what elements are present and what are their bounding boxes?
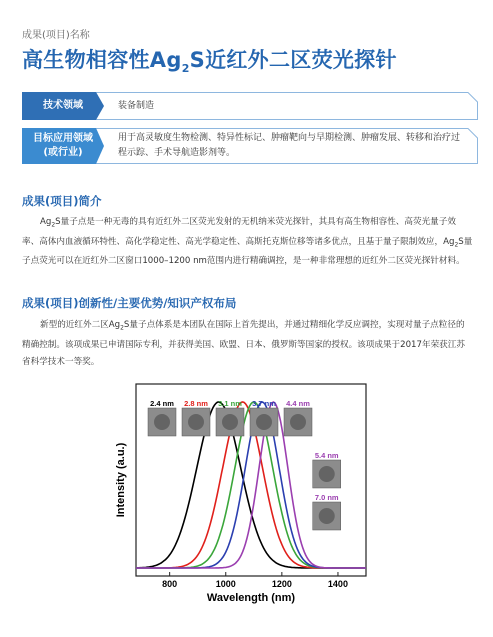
intro-paragraph — [22, 214, 473, 270]
title-prefix: 高生物相容性Ag — [22, 48, 182, 72]
tech-field-row — [22, 92, 478, 120]
x-axis-label: Wavelength (nm) — [206, 592, 296, 604]
intro-text-2: S量子点是一种无毒的具有近红外二区荧光发射的无机纳米荧光探针，其具有高生物相容性、高荧光量子效率、高体内血液循环特性、高化学稳定性、高光学稳定性、高斯托克斯位移等诸多优点，且基于量子限制效应，Ag — [22, 217, 456, 247]
tech-field-label: 技术领域 — [43, 100, 83, 111]
intro-section-title: 成果(项目)简介 — [22, 194, 102, 208]
intro-sub-2: 2 — [454, 241, 459, 249]
application-field-row — [22, 128, 478, 164]
innovation-text-2: S量子点体系是本团队在国际上首先提出，并通过精细化学反应调控，实现对量子点粒径的精确控制。该项成果已申请国际专利，并获得美国、欧盟、日本、俄罗斯等国家的授权。该项成果于2017年荣获江苏省科学技术一等奖。 — [22, 320, 465, 367]
innovation-paragraph — [22, 317, 473, 371]
intro-text-3: S量子点荧光可以在近红外二区窗口1000–1200 nm范围内进行精确调控，是一种非常理想的近红外二区荧光探针材料。 — [22, 236, 473, 267]
tech-field-value: 装备制造 — [118, 101, 155, 111]
x-tick-label: 1400 — [327, 579, 348, 589]
tem-particle-0 — [154, 414, 170, 430]
main-title — [22, 44, 397, 75]
application-field-label — [22, 128, 104, 164]
emission-chart-svg — [112, 380, 372, 620]
tem-particle-1 — [188, 414, 204, 430]
application-field-value: 用于高灵敏度生物检测、特异性标记、肿瘤靶向与早期检测、肿瘤发展、转移和治疗过程示踪、手术导航造影剂等。 — [118, 133, 461, 158]
x-tick-label: 1200 — [271, 579, 292, 589]
tem-particle-2 — [222, 414, 238, 430]
inset-label: 2.8 nm — [184, 399, 208, 408]
inset-label: 4.4 nm — [286, 399, 310, 408]
application-label-line2: (或行业) — [43, 147, 83, 158]
inset-label: 3.7 nm — [252, 399, 276, 408]
x-tick-label: 1000 — [215, 579, 236, 589]
inset-label: 3.1 nm — [218, 399, 242, 408]
title-suffix: S近红外二区荧光探针 — [189, 48, 397, 72]
title-subscript: 2 — [181, 62, 190, 76]
application-label-line1: 目标应用领域 — [33, 133, 93, 144]
intro-text-1: Ag — [40, 217, 52, 227]
intro-sub-1: 2 — [51, 221, 56, 229]
tem-particle-5 — [319, 466, 335, 482]
tem-particle-4 — [290, 414, 306, 430]
tem-particle-6 — [319, 508, 335, 524]
y-axis-label: Intensity (a.u.) — [115, 442, 127, 518]
inset-label: 7.0 nm — [314, 493, 339, 502]
inset-label: 2.4 nm — [150, 399, 174, 408]
inset-label: 5.4 nm — [314, 451, 339, 460]
emission-chart — [112, 380, 372, 620]
innovation-text-1: 新型的近红外二区Ag — [40, 320, 121, 330]
innovation-section-title: 成果(项目)创新性/主要优势/知识产权布局 — [22, 296, 237, 310]
tem-particle-3 — [256, 414, 272, 430]
innovation-sub: 2 — [120, 324, 124, 332]
header-label: 成果(项目)名称 — [22, 30, 90, 41]
x-tick-label: 800 — [162, 579, 178, 589]
